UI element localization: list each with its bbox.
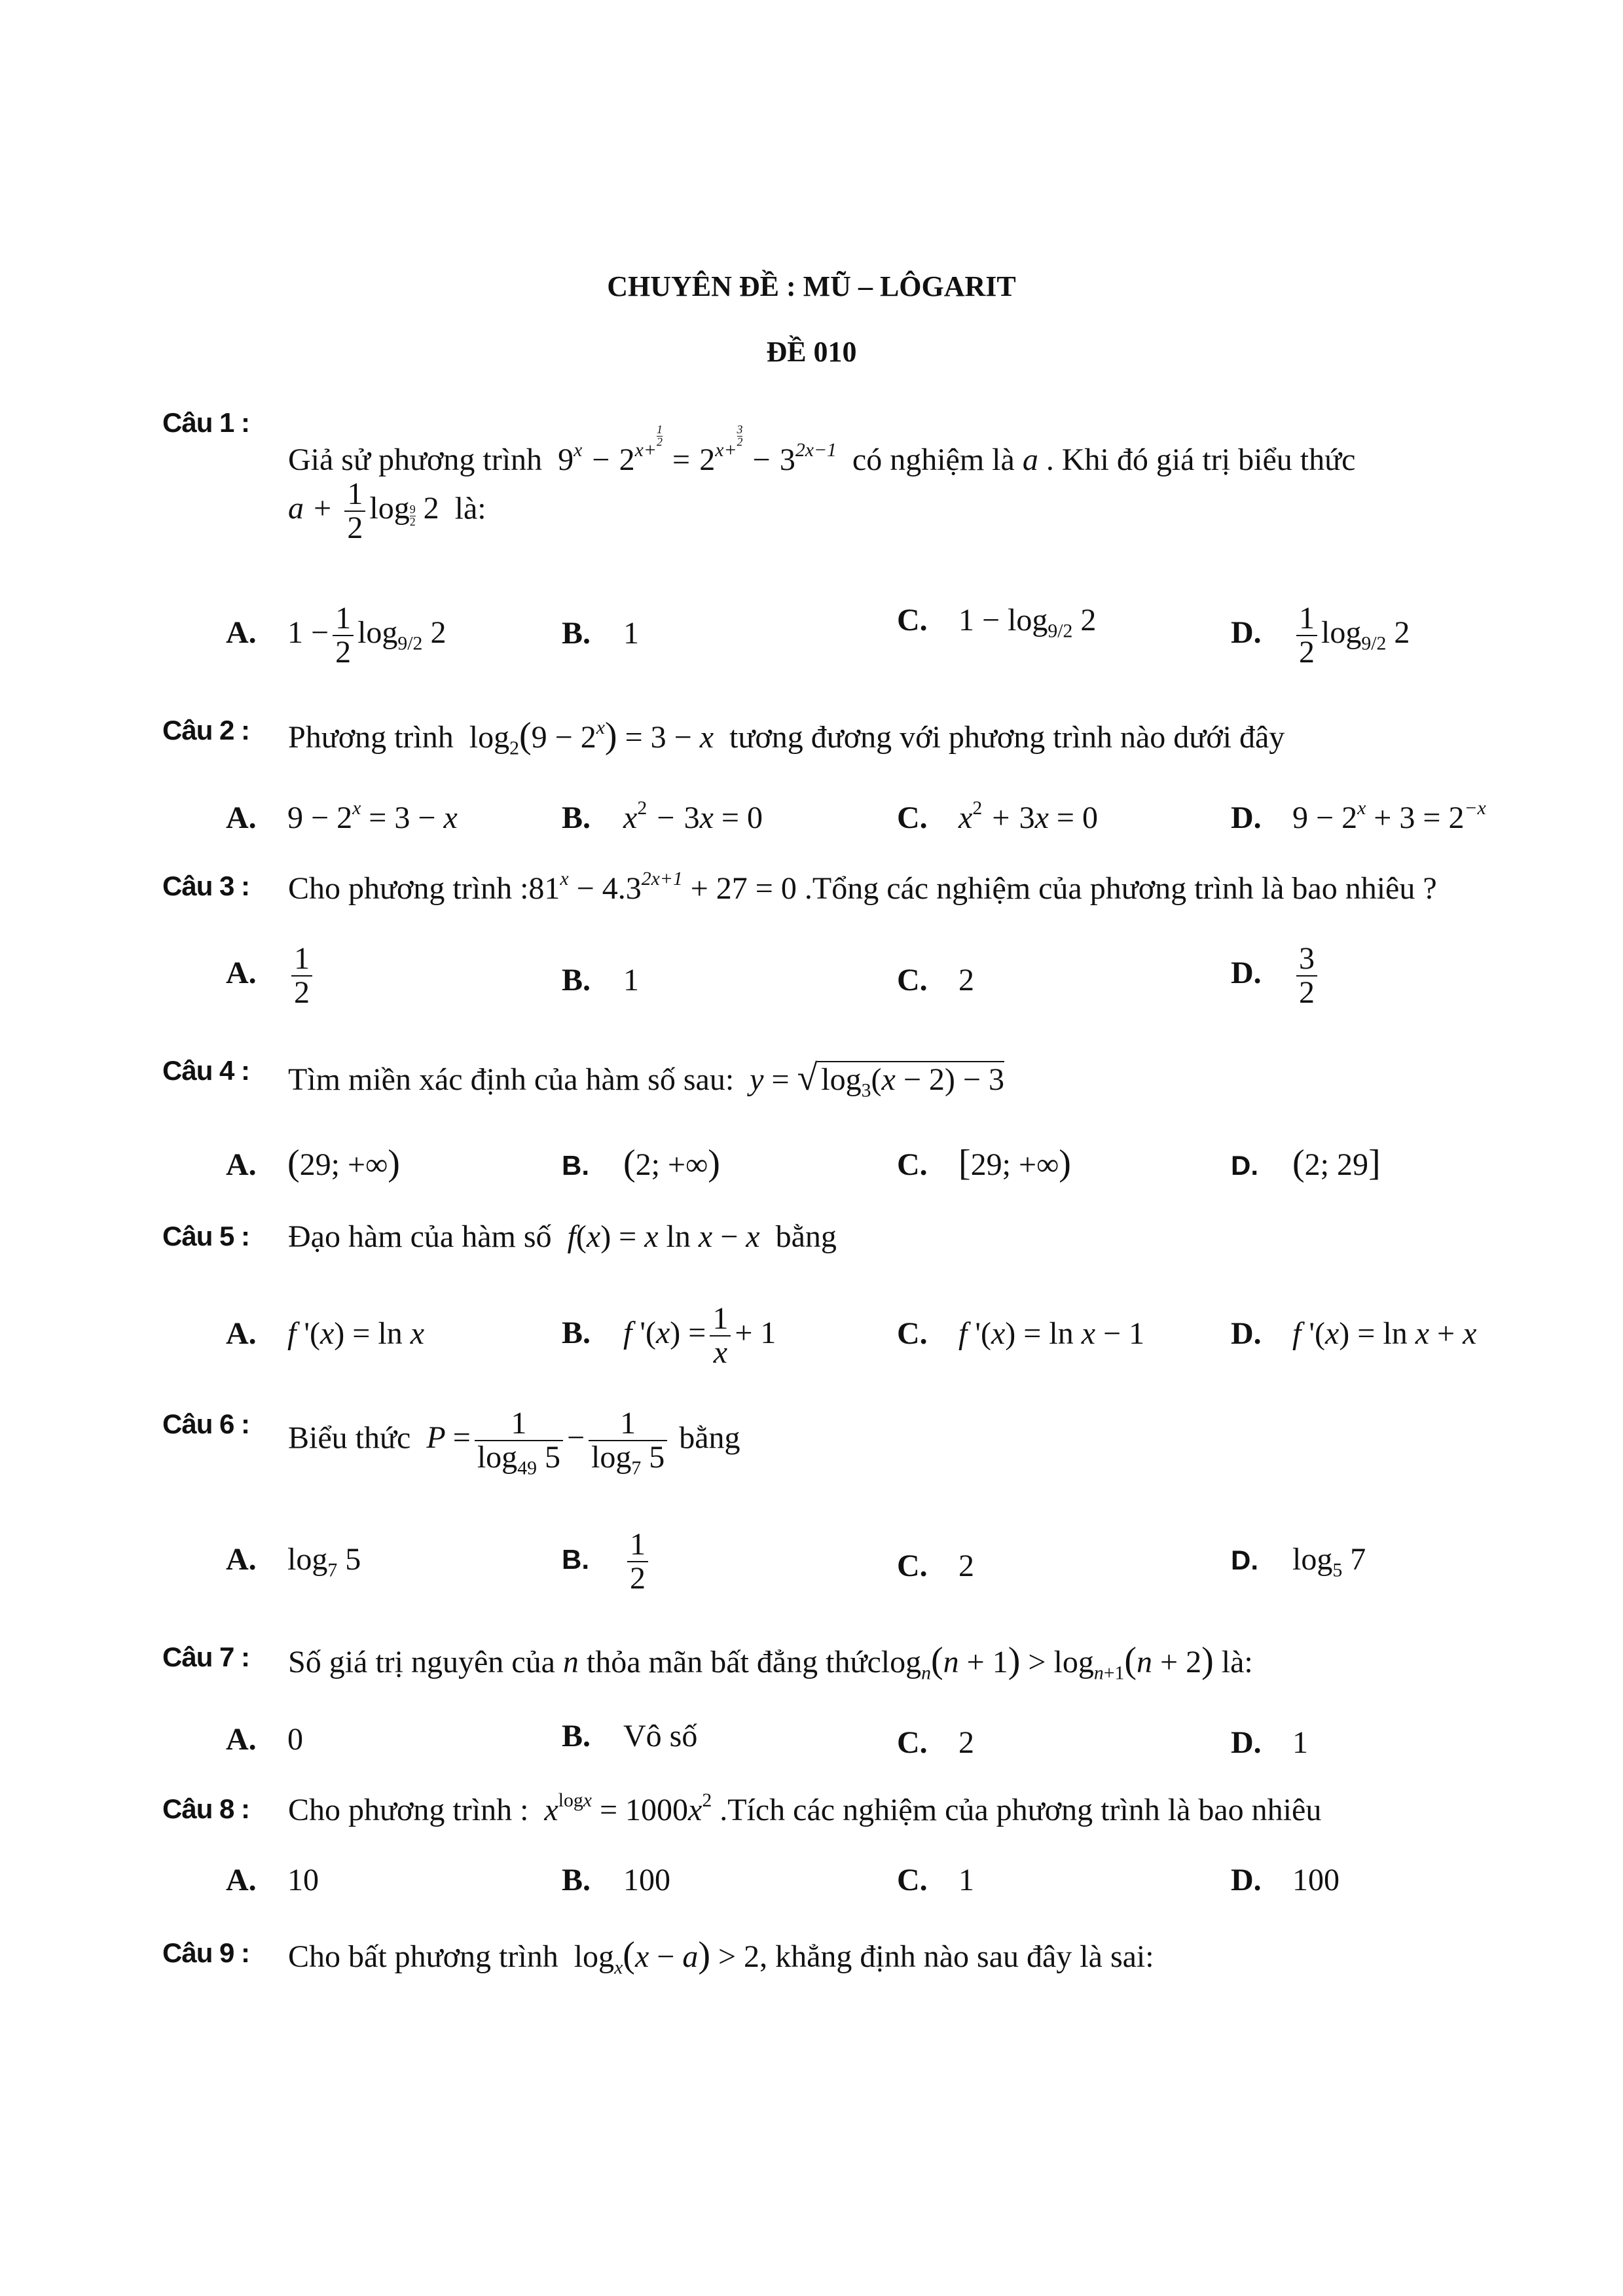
- option-b[interactable]: B. Vô số: [562, 1719, 698, 1753]
- option-c[interactable]: C. f '(x) = ln x − 1: [897, 1316, 1145, 1351]
- equation: f(x) = x ln x − x: [559, 1219, 760, 1254]
- option-a[interactable]: A. f '(x) = ln x: [226, 1316, 424, 1351]
- equation: $x^{logx} = 1000x^2$: [536, 1789, 712, 1827]
- question-text: Biểu thức P = $\frac{1}{\log_{49} 5}$ − $\frac{1}{\log_7 5}$ bằng: [288, 1406, 740, 1479]
- question-label: Câu 3 :: [162, 870, 250, 901]
- option-c[interactable]: C. [29; +∞): [897, 1143, 1071, 1183]
- option-c[interactable]: C. 2: [897, 963, 974, 997]
- question-text: Cho phương trình :81$^x$ − $4.3^{2x+1} + 27 = 0$ .Tổng các nghiệm của phương trình là bao nhiêu ?: [288, 868, 1437, 906]
- option-d[interactable]: D. $\frac{3}{2}$: [1231, 942, 1321, 1010]
- question-label: Câu 5 :: [162, 1221, 250, 1251]
- option-a[interactable]: A. 0: [226, 1722, 303, 1757]
- option-b[interactable]: B. 1: [562, 616, 639, 651]
- question-label: Câu 8 :: [162, 1793, 250, 1824]
- page-title: CHUYÊN ĐỀ : MŨ – LÔGARIT: [607, 270, 1016, 302]
- option-c[interactable]: C. $1 - \log_{9/2} 2$: [897, 603, 1097, 642]
- option-b[interactable]: B. $x^2 - 3x = 0$: [562, 797, 763, 835]
- option-a[interactable]: A. 1 − $\frac{1}{2}$ $\log_{9/2} 2$: [226, 601, 447, 670]
- option-a[interactable]: A. $9 - 2^x = 3 - x$: [226, 797, 458, 835]
- question-text: Cho bất phương trình $\log_x(x - a) > 2$, khẳng định nào sau đây là sai:: [288, 1935, 1154, 1979]
- option-b[interactable]: B. $\frac{1}{2}$: [562, 1528, 652, 1596]
- option-d[interactable]: D. $\log_5 7$: [1231, 1542, 1366, 1581]
- option-c[interactable]: C. 2: [897, 1549, 974, 1583]
- inequality: $\log_x(x - a) > 2$: [574, 1935, 760, 1979]
- equation: $\log_2(9 - 2^x) = 3 - x$: [469, 715, 714, 759]
- question-text: Phương trình $\log_2(9 - 2^x) = 3 - x$ tương đương với phương trình nào dưới đây: [288, 715, 1285, 759]
- option-d[interactable]: D. 100: [1231, 1863, 1340, 1897]
- option-c[interactable]: C. $x^2 + 3x = 0$: [897, 797, 1098, 835]
- option-c[interactable]: C. 2: [897, 1725, 974, 1760]
- equation: P = $\frac{1}{\log_{49} 5}$ − $\frac{1}{\log_7 5}$: [418, 1420, 671, 1455]
- question-text: Tìm miền xác định của hàm số sau: y = √ $\log_3(x - 2) - 3$: [288, 1058, 1004, 1102]
- exam-code: ĐỀ 010: [766, 336, 857, 368]
- option-a[interactable]: A. $\frac{1}{2}$: [226, 942, 316, 1010]
- expression: a + $\frac{1}{2}$ log $_{\frac{9}{2}}$ 2: [288, 476, 439, 546]
- option-d[interactable]: D. (2; 29]: [1231, 1143, 1381, 1183]
- equation: y = √ $\log_3(x - 2) - 3$: [742, 1058, 1004, 1102]
- option-d[interactable]: D. f '(x) = ln x + x: [1231, 1316, 1477, 1351]
- option-d[interactable]: D. $9 - 2^x + 3 = 2^{-x}$: [1231, 797, 1486, 835]
- option-d[interactable]: D. $\frac{1}{2}$ $\log_{9/2} 2$: [1231, 601, 1410, 670]
- option-b[interactable]: B. 1: [562, 963, 639, 997]
- option-c[interactable]: C. 1: [897, 1863, 974, 1897]
- question-label: Câu 9 :: [162, 1937, 250, 1968]
- equation: $81^x - 4.3^{2x+1} + 27 = 0$: [528, 868, 797, 906]
- question-text-line-2: a + $\frac{1}{2}$ log $_{\frac{9}{2}}$ 2 là:: [288, 476, 486, 546]
- question-label: Câu 4 :: [162, 1055, 250, 1086]
- question-text: Cho phương trình : $x^{logx} = 1000x^2$ .Tích các nghiệm của phương trình là bao nhiêu: [288, 1789, 1322, 1827]
- option-b[interactable]: B. f '(x) = $\frac{1}{x}$ + 1: [562, 1301, 776, 1371]
- question-label: Câu 7 :: [162, 1641, 250, 1672]
- question-text: Giả sử phương trình $9^x - 2^{x+ \frac{1}{2}}$ = $2^{x+ \frac{3}{2}}$ − $3^{2x-1}$ có nghiệm là a . Khi đó giá trị biểu thức: [288, 423, 1356, 477]
- option-a[interactable]: A. $\log_7 5$: [226, 1542, 361, 1581]
- question-text: Số giá trị nguyên của n thỏa mãn bất đẳng thứclog$_n$(n + $1) > \log_{n+1}(n + 2)$ là:: [288, 1640, 1253, 1684]
- option-b[interactable]: B. 100: [562, 1863, 670, 1897]
- option-d[interactable]: D. 1: [1231, 1725, 1308, 1760]
- question-label: Câu 1 :: [162, 407, 250, 438]
- question-label: Câu 6 :: [162, 1408, 250, 1439]
- option-a[interactable]: A. 10: [226, 1863, 319, 1897]
- inequality: $\log_n(n + 1) > \log_{n+1}(n + 2)$: [881, 1640, 1214, 1684]
- option-a[interactable]: A. (29; +∞): [226, 1143, 400, 1183]
- question-text: Đạo hàm của hàm số f(x) = x ln x − x bằng: [288, 1219, 837, 1254]
- option-b[interactable]: B. (2; +∞): [562, 1143, 720, 1183]
- question-label: Câu 2 :: [162, 715, 250, 745]
- equation: $9^x - 2^{x+ \frac{1}{2}}$ = $2^{x+ \frac{3}{2}}$ − $3^{2x-1}$: [558, 423, 837, 477]
